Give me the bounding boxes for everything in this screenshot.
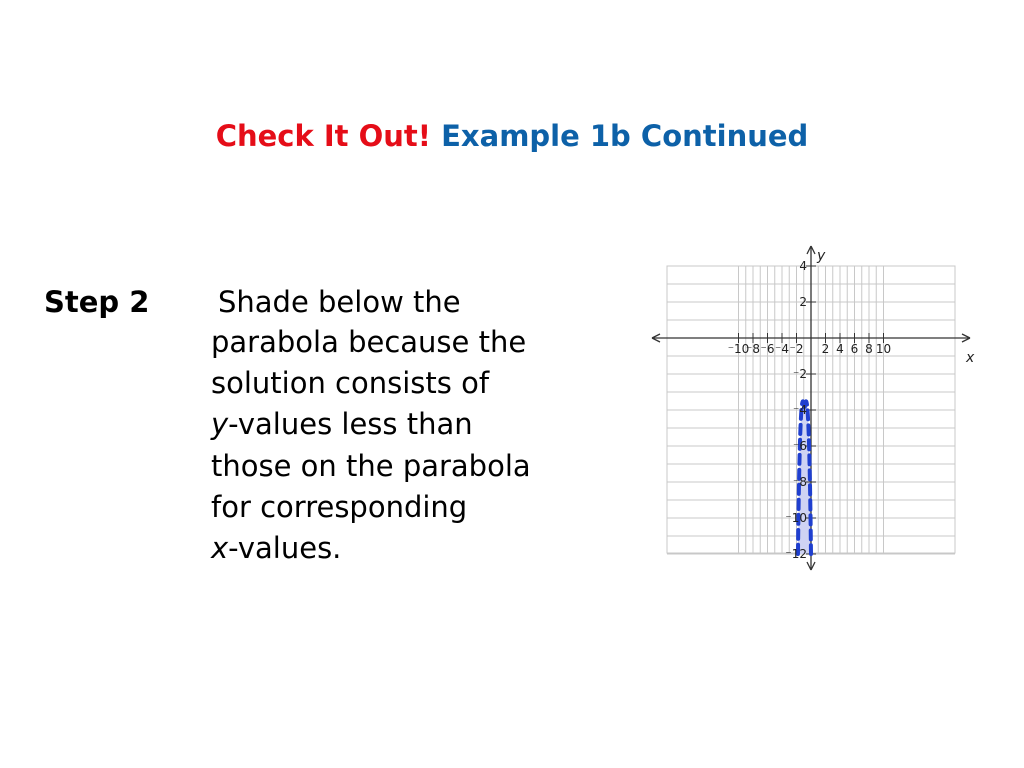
x-variable: x bbox=[211, 531, 229, 566]
step-text-line-3: solution consists of bbox=[211, 366, 490, 401]
y-tick-label: ⁻8 bbox=[793, 475, 807, 489]
step-text-line-2: parabola because the bbox=[211, 325, 527, 359]
x-tick-label: ⁻2 bbox=[789, 342, 804, 356]
y-tick-label: 2 bbox=[799, 295, 807, 309]
step-text-line-6: for corresponding bbox=[211, 489, 468, 524]
step-text-line-4 bbox=[211, 404, 531, 445]
step-text-line-5: those on the parabola bbox=[211, 448, 531, 483]
tick-labels bbox=[728, 248, 975, 561]
y-tick-label: ⁻4 bbox=[793, 403, 807, 417]
x-tick-label: ⁻10 bbox=[727, 342, 750, 356]
y-tick-label: ⁻10 bbox=[785, 511, 807, 525]
x-tick-label: ⁻6 bbox=[760, 342, 775, 356]
x-tick-label: 10 bbox=[875, 342, 892, 356]
slide-title bbox=[0, 116, 1024, 156]
y-tick-label: ⁻12 bbox=[785, 547, 807, 561]
title-check-it-out: Check It Out! bbox=[215, 119, 431, 153]
y-tick-label: 4 bbox=[799, 259, 807, 273]
y-variable: y bbox=[211, 407, 229, 442]
y-axis-label: y bbox=[817, 248, 826, 264]
step-text bbox=[211, 322, 531, 569]
step-text-line-7 bbox=[211, 528, 531, 569]
y-tick-label: ⁻6 bbox=[793, 439, 807, 453]
x-tick-label: 2 bbox=[821, 342, 830, 356]
x-tick-label: ⁻4 bbox=[775, 342, 789, 356]
coordinate-graph bbox=[645, 244, 981, 574]
step-label: Step 2 bbox=[44, 285, 150, 319]
step-text-line-1: Shade below the bbox=[218, 285, 461, 319]
title-example: Example 1b Continued bbox=[441, 119, 809, 153]
x-tick-label: 8 bbox=[865, 342, 873, 356]
x-tick-label: ⁻8 bbox=[746, 342, 760, 356]
x-tick-label: 6 bbox=[850, 342, 859, 356]
x-tick-label: 4 bbox=[836, 342, 844, 356]
step-text-line-7-rest: -values. bbox=[228, 531, 342, 566]
y-tick-label: ⁻2 bbox=[793, 367, 807, 381]
x-axis-label: x bbox=[966, 350, 975, 366]
step-text-line-4-rest: -values less than bbox=[228, 407, 473, 442]
